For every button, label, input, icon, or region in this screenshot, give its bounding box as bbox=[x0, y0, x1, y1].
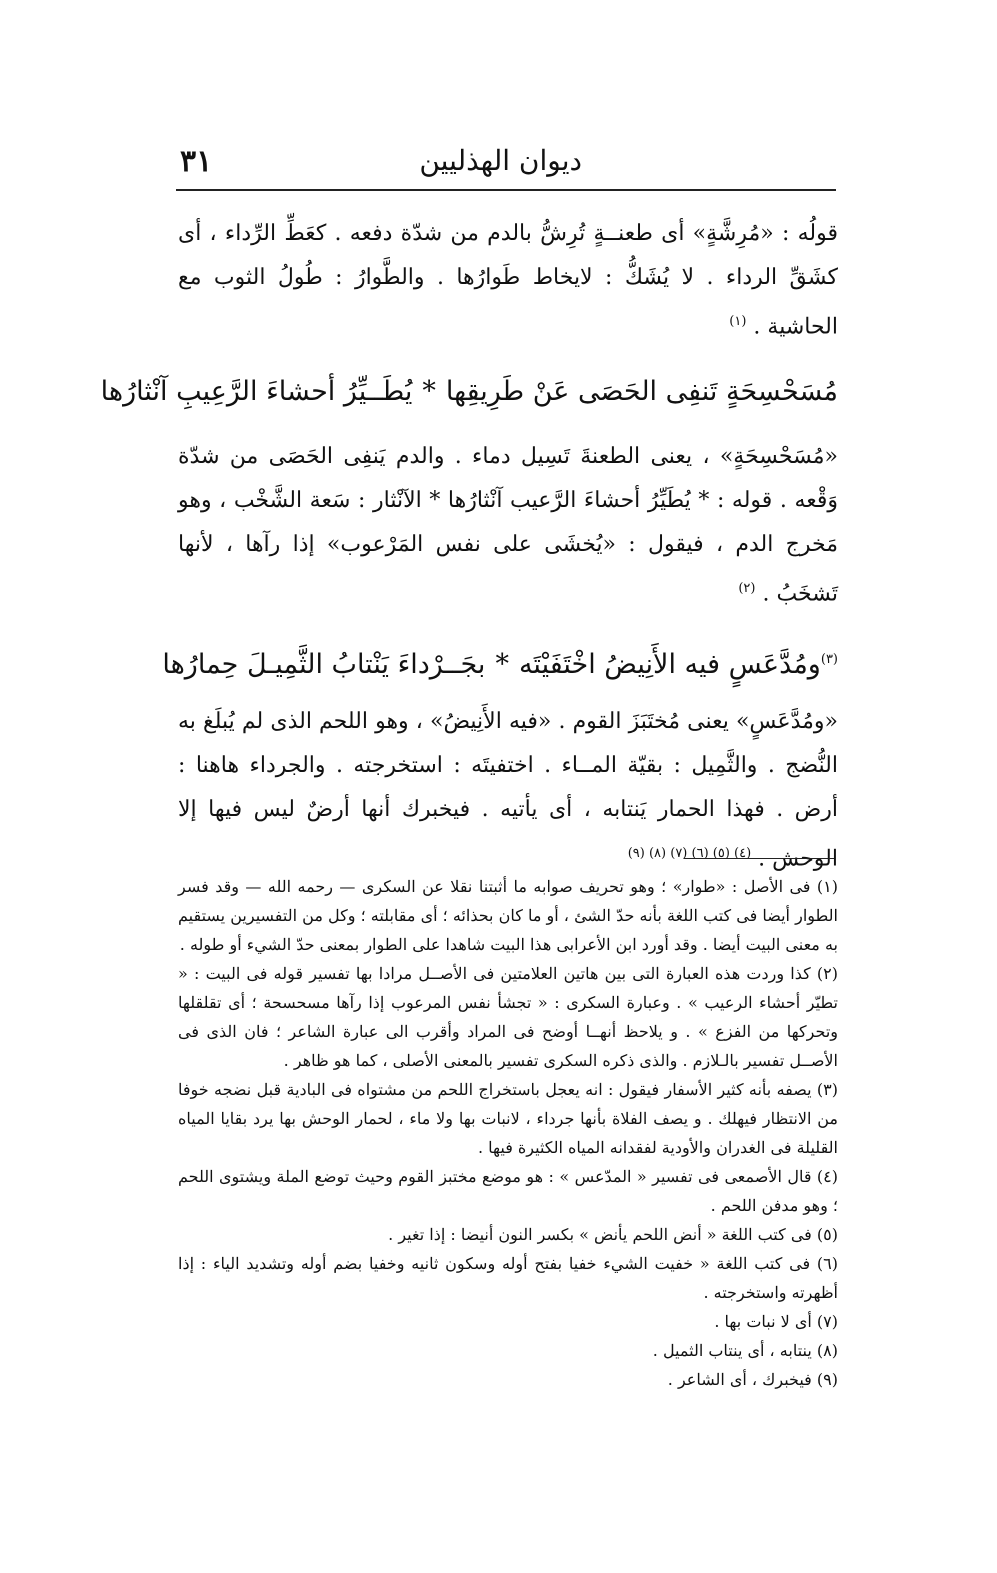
footnotes bbox=[178, 872, 838, 1394]
commentary-paragraph-3 bbox=[178, 700, 838, 881]
footnote-3: (٣) يصفه بأنه كثير الأسفار فيقول : انه يعجل باستخراج اللحم من مشتواه فى البادية قبل نضجه خوفا من الانتظار فيهلك . و يصف الفلاة بأنها جرداء ، لانبات بها ولا ماء ، لحمار الوحش بها يرد بقايا المياه القليلة فى الغدران والأودية لفقدانه المياه الكثيرة فيها . bbox=[178, 1080, 838, 1157]
footnote-5: (٥) فى كتب اللغة « أنض اللحم يأنض » بكسر النون أنيضا : إذا تغير . bbox=[388, 1225, 838, 1244]
footnote-marker: (١) bbox=[729, 314, 747, 329]
footnote-1: (١) فى الأصل : «طوار» ؛ وهو تحريف صوابه ما أثبتنا نقلا عن السكرى — رحمه الله — وقد فسر الطوار أيضا فى كتب اللغة بأنه حدّ الشئ ، أو ما كان بحذائه ؛ أى مقابلته ؛ وكل من التفسيرين يستقيم به معنى البيت أيضا . وقد أورد ابن الأعرابى هذا البيت شاهدا على الطوار بمعنى حدّ الشيء أو طوله . bbox=[178, 877, 838, 954]
verse-separator-star: * bbox=[495, 648, 509, 680]
footnote-6: (٦) فى كتب اللغة « خفيت الشيء خفيا بفتح أوله وسكون ثانيه وخفيا بضم أوله وتشديد الياء : إذا أظهرته واستخرجته . bbox=[178, 1254, 838, 1302]
page-number: ٣١ bbox=[180, 144, 213, 179]
verse-line-1 bbox=[100, 369, 838, 415]
footnote-8: (٨) ينتابه ، أى ينتاب الثميل . bbox=[652, 1341, 838, 1360]
verse-hemistich-second: يُطَــيِّرُ أحشاءَ الرَّعِيبِ آنْثارُها bbox=[100, 376, 413, 408]
footnote-4: (٤) قال الأصمعى فى تفسير « المدّعس » : هو موضع مختبز القوم وحيث توضع الملة ويشتوى اللحم ؛ وهو مدفن اللحم . bbox=[178, 1167, 838, 1215]
footnote-marker: (٢) bbox=[738, 581, 756, 597]
footnote-7: (٧) أى لا نبات بها . bbox=[714, 1312, 838, 1331]
verse-hemistich-second: بجَــرْداءَ يَنْتابُ الثَّمِيـلَ حِمارُها bbox=[162, 648, 486, 680]
main-text bbox=[100, 212, 838, 881]
header-rule bbox=[176, 189, 836, 191]
verse-separator-star: * bbox=[422, 376, 436, 408]
running-title: ديوان الهذليين bbox=[419, 144, 582, 177]
verse-hemistich-first: مُسَحْسِحَةٍ تَنفِى الحَصَى عَنْ طَرِيقِها bbox=[445, 376, 838, 408]
footnote-marker: (٣) bbox=[820, 651, 838, 667]
footnote-rule bbox=[684, 858, 834, 859]
commentary-paragraph-1 bbox=[178, 212, 838, 349]
footnote-9: (٩) فيخبرك ، أى الشاعر . bbox=[667, 1370, 838, 1389]
commentary-text: «ومُدَّعَسٍ» يعنى مُختَبَزَ القوم . «فيه الأَنِيضُ» ، وهو اللحم الذى لم يُبلَغ به النُّضج . والثَّمِيل : بقيّة المــاء . اختفيتَه : استخرجته . والجرداء هاهنا : أرض . فهذا الحمار يَنتابه ، أى يأتيه . فيخبرك أنها أرضٌ ليس فيها إلا الوحش . bbox=[178, 708, 838, 871]
footnote-2: (٢) كذا وردت هذه العبارة التى بين هاتين العلامتين فى الأصــل مرادا بها تفسير قوله فى البيت : « تطيّر أحشاء الرعيب » . وعبارة السكرى : « تجشأ نفس المرعوب إذا رآها مسحسحة ؛ أى تقلقلها وتحركها من الفزع » . و يلاحظ أنهــا أوضح فى المراد وأقرب الى عبارة الشاعر ؛ فان الذى فى الأصــل تفسير بالـلازم . والذى ذكره السكرى تفسير بالمعنى الأصلى ، كما هو ظاهر . bbox=[178, 964, 838, 1070]
verse-line-2 bbox=[162, 637, 838, 688]
commentary-paragraph-2 bbox=[178, 435, 838, 616]
footnote-markers: (٤) (٥) (٦) (٧) (٨) (٩) bbox=[627, 845, 752, 861]
commentary-text: قولُه : «مُرِشَّةٍ» أى طعنــةٍ تُرِشُّ بالدم من شدّة دفعه . كعَطِّ الرِّداء ، أى كشَقِّ الرداء . لا يُشَكُّ : لايخاط طَوارُها . والطَّوارُ : طُولُ الثوب مع الحاشية . bbox=[178, 221, 838, 340]
page-header bbox=[180, 140, 832, 186]
commentary-text: «مُسَحْسِحَةٍ» ، يعنى الطعنةَ تَسِيل دماء . والدم يَنفِى الحَصَى من شدّة وَقْعه . قوله : * يُطَيِّرُ أحشاءَ الرَّعيب آنْثارُها * الآنْثار : سَعة الشَّخْب ، وهو مَخرج الدم ، فيقول : «يُخشَى على نفس المَرْعوب» إذا رآها ، لأنها تَشخَبُ . bbox=[178, 444, 838, 607]
verse-hemistich-first: $^{(٣)}$ومُدَّعَسٍ فيه الأَنِيضُ اخْتَفَيْتَه bbox=[518, 648, 838, 680]
